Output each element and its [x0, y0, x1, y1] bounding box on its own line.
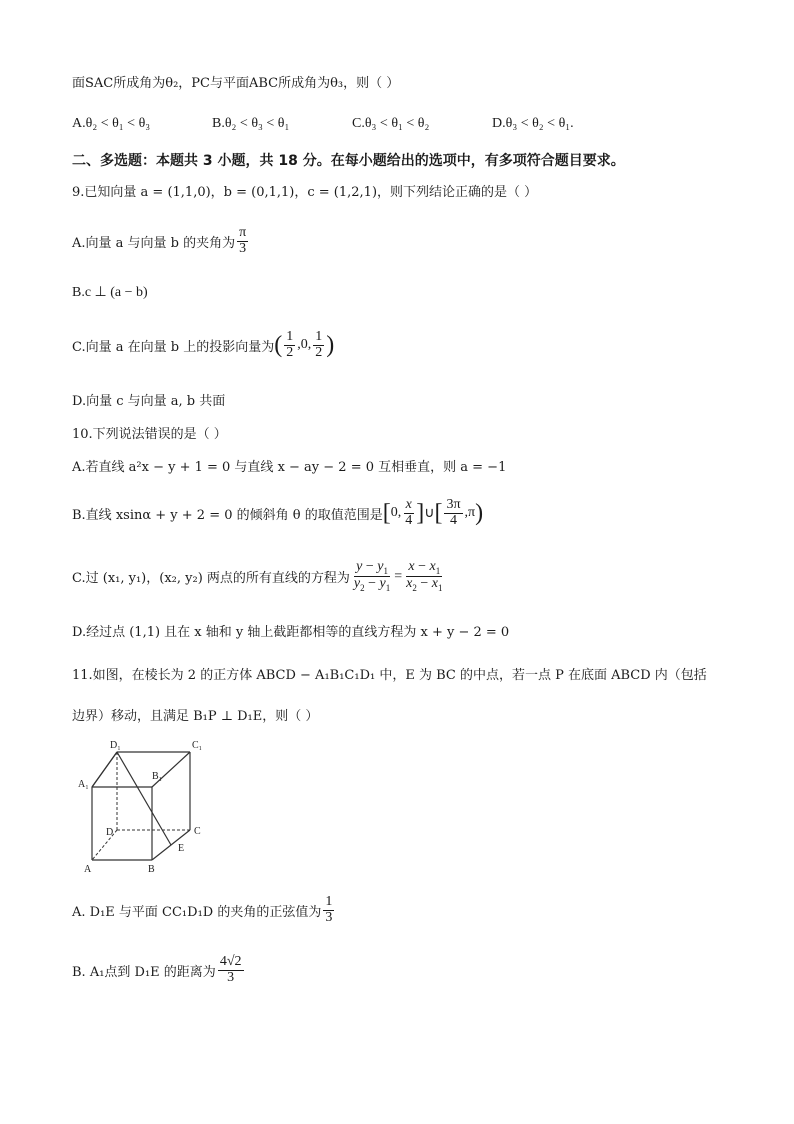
q8-option-c: C.θ₃ < θ₁ < θ₂ [352, 116, 430, 131]
label-a: A [84, 864, 92, 875]
q10-c-frac-left: $\frac{y - y_1}{y_2 - y_1}$ [353, 559, 391, 594]
q9-option-c [72, 330, 334, 360]
q9-stem: 9.已知向量 a = (1,1,0)，b = (0,1,1)，c = (1,2,1)，则下列结论正确的是（ ） [72, 185, 538, 200]
q10-b-paren-close: ) [475, 500, 484, 527]
q10-option-d: D.经过点 (1,1) 且在 x 轴和 y 轴上截距都相等的直线方程为 x + y − 2 = 0 [72, 625, 510, 640]
label-c1: C₁ [192, 740, 203, 751]
label-d1: D₁ [110, 740, 121, 751]
label-e: E [178, 843, 185, 854]
label-b1: B₁ [152, 771, 163, 782]
q9-a-numerator: π [239, 225, 247, 240]
label-c: C [194, 826, 201, 837]
q10-c-frac-right: $\frac{x - x_1}{x_2 - x_1}$ [406, 559, 443, 594]
q11-a-numerator: 1 [325, 894, 333, 909]
q10-c-equals: = [394, 568, 403, 584]
q11-b-numerator: 4√2 [219, 954, 242, 969]
q11-stem-line1: 11.如图，在棱长为 2 的正方体 ABCD − A₁B₁C₁D₁ 中，E 为 BC 的中点，若一点 P 在底面 ABCD 内（包括 [72, 668, 707, 683]
q10-option-c [72, 560, 447, 593]
q9-a-denominator: 3 [239, 240, 247, 256]
q9-c-mid: ,0, [297, 337, 312, 353]
q9-c-frac2: $\frac{1}{2}$ [315, 329, 323, 360]
q10-b-zero: 0, [390, 505, 402, 521]
q8-option-d: D.θ₃ < θ₂ < θ₁. [492, 116, 574, 131]
q9-c-close-paren: ) [326, 332, 335, 359]
q9-option-a-fraction [237, 226, 248, 256]
q9-option-d: D.向量 c 与向量 a, b 共面 [72, 394, 226, 409]
q10-b-bracket-open2: [ [434, 500, 443, 527]
q10-option-a: A.若直线 a²x − y + 1 = 0 与直线 x − ay − 2 = 0 互相垂直，则 a = −1 [72, 460, 507, 475]
label-a1: A₁ [78, 779, 89, 790]
q10-b-frac2: $\frac{3\pi}{4}$ [446, 497, 461, 528]
cube-figure [72, 735, 212, 875]
label-d: D [106, 827, 114, 838]
q11-b-denominator: 3 [227, 969, 235, 985]
q9-option-b: B.c ⊥ (a − b) [72, 285, 148, 300]
q10-stem: 10.下列说法错误的是（ ） [72, 427, 227, 442]
label-b: B [148, 864, 155, 875]
q10-option-c-text: C.过 (x₁, y₁)，(x₂, y₂) 两点的所有直线的方程为 [72, 571, 350, 587]
q10-option-b [72, 498, 483, 528]
q10-b-bracket-close: ] [416, 500, 425, 527]
cube-diagram [72, 735, 212, 875]
q10-b-union: ∪ [424, 505, 435, 521]
q8-option-b: B.θ₂ < θ₃ < θ₁ [212, 116, 290, 131]
q10-b-pi: ,π [464, 505, 476, 521]
q8-stem-tail: 面SAC所成角为θ₂，PC与平面ABC所成角为θ₃，则（ ） [72, 76, 400, 91]
q9-option-a [72, 226, 250, 256]
q9-c-frac1: $\frac{1}{2}$ [286, 329, 294, 360]
q11-option-a-text: A. D₁E 与平面 CC₁D₁D 的夹角的正弦值为 [72, 904, 322, 920]
q11-a-denominator: 3 [325, 909, 333, 925]
q11-b-fraction [218, 955, 244, 985]
q11-a-fraction [323, 895, 334, 925]
q10-b-bracket-open: [ [382, 500, 391, 527]
q11-option-b-text: B. A₁点到 D₁E 的距离为 [72, 964, 216, 980]
q10-b-frac1: $\frac{x}{4}$ [405, 497, 413, 528]
q9-c-open-paren: ( [274, 332, 283, 359]
q11-option-b [72, 955, 246, 985]
q11-stem-line2: 边界）移动，且满足 B₁P ⊥ D₁E，则（ ） [72, 709, 319, 724]
section-title: 二、多选题：本题共 3 小题，共 18 分。在每小题给出的选项中，有多项符合题目要求。 [72, 153, 625, 169]
q11-option-a [72, 895, 336, 925]
q10-option-b-text: B.直线 xsinα + y + 2 = 0 的倾斜角 θ 的取值范围是 [72, 507, 383, 523]
q8-option-a: A.θ₂ < θ₁ < θ₃ [72, 116, 151, 131]
q9-option-c-text: C.向量 a 在向量 b 上的投影向量为 [72, 339, 275, 355]
q9-option-a-text: A.向量 a 与向量 b 的夹角为 [72, 235, 236, 251]
